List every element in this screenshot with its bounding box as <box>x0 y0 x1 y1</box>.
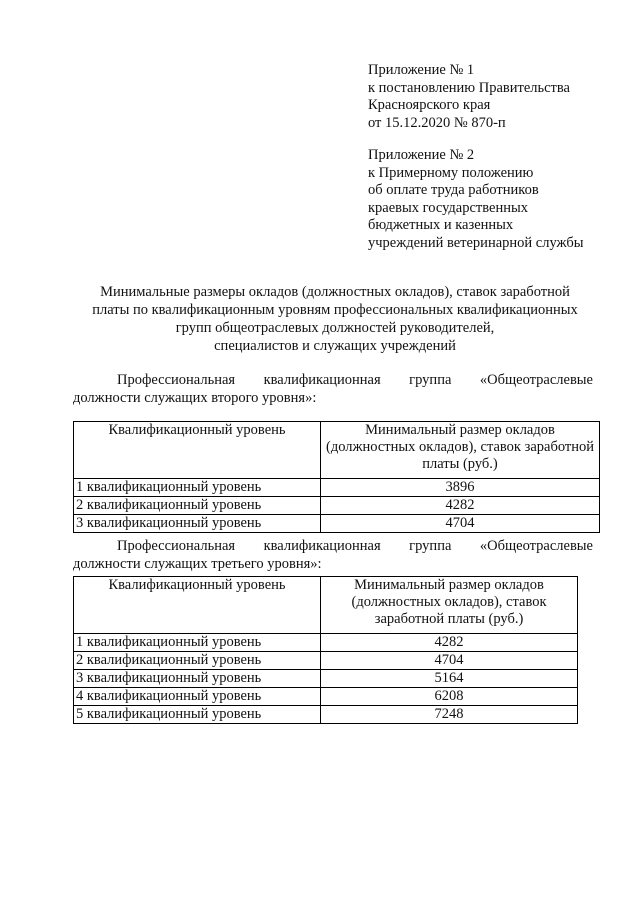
group-1-salary-table <box>73 421 600 533</box>
appendix-2-line: Приложение № 2 <box>368 147 475 163</box>
table-row <box>74 652 578 670</box>
level-cell: 1 квалификационный уровень <box>74 479 321 497</box>
level-cell: 3 квалификационный уровень <box>74 515 321 533</box>
table-row <box>74 706 578 724</box>
group-2-intro-first-line <box>73 538 593 556</box>
table-row <box>74 515 600 533</box>
appendix-2-line: к Примерному положению <box>368 164 534 181</box>
salary-cell: 4282 <box>321 634 578 652</box>
salary-cell: 4704 <box>321 652 578 670</box>
title-line: специалистов и служащих учреждений <box>214 338 456 354</box>
document-title <box>40 283 630 355</box>
group-2-intro-second-line: должности служащих третьего уровня»: <box>73 555 322 572</box>
group-2-intro <box>73 538 593 573</box>
group-2-salary-table <box>73 576 578 724</box>
level-cell: 1 квалификационный уровень <box>74 634 321 652</box>
intro-word: «Общеотраслевые <box>479 372 593 388</box>
intro-word: группа <box>409 372 452 388</box>
intro-word: группа <box>409 538 452 554</box>
header-level-cell: Квалификационный уровень <box>74 577 321 634</box>
appendix-1-line: Приложение № 1 <box>368 62 475 78</box>
salary-cell: 5164 <box>321 670 578 688</box>
group-1-intro-second-line: должности служащих второго уровня»: <box>73 389 317 406</box>
table-row <box>74 688 578 706</box>
appendix-1-line: от 15.12.2020 № 870-п <box>368 114 506 131</box>
intro-word: квалификационная <box>263 372 381 388</box>
title-line: платы по квалификационным уровням профессиональных квалификационных <box>92 302 578 318</box>
appendix-2-line: бюджетных и казенных <box>368 217 514 233</box>
table-row <box>74 497 600 515</box>
salary-cell: 4704 <box>321 515 600 533</box>
title-line: Минимальные размеры окладов (должностных окладов), ставок заработной <box>100 284 570 300</box>
header-salary-cell: Минимальный размер окладов (должностных окладов), ставок заработной платы (руб.) <box>321 577 578 634</box>
level-cell: 2 квалификационный уровень <box>74 497 321 515</box>
header-level-cell: Квалификационный уровень <box>74 422 321 479</box>
intro-word: квалификационная <box>263 538 381 554</box>
level-cell: 2 квалификационный уровень <box>74 652 321 670</box>
level-cell: 4 квалификационный уровень <box>74 688 321 706</box>
appendix-2-line: об оплате труда работников <box>368 182 539 198</box>
table-row <box>74 479 600 497</box>
appendix-1-line: к постановлению Правительства <box>368 79 570 96</box>
salary-cell: 3896 <box>321 479 600 497</box>
salary-cell: 7248 <box>321 706 578 724</box>
level-cell: 3 квалификационный уровень <box>74 670 321 688</box>
intro-word: «Общеотраслевые <box>479 538 593 554</box>
salary-cell: 4282 <box>321 497 600 515</box>
appendix-1-line: Красноярского края <box>368 97 491 113</box>
salary-cell: 6208 <box>321 688 578 706</box>
table-row <box>74 634 578 652</box>
header-salary-cell: Минимальный размер окладов (должностных окладов), ставок заработной платы (руб.) <box>321 422 600 479</box>
group-1-intro-first-line <box>73 372 593 390</box>
intro-word: Профессиональная <box>117 538 236 554</box>
table-header-row <box>74 422 600 479</box>
table-header-row <box>74 577 578 634</box>
appendix-1-block <box>368 62 570 132</box>
appendix-2-line: учреждений ветеринарной службы <box>368 234 584 251</box>
intro-word: Профессиональная <box>117 372 236 388</box>
appendix-2-block <box>368 147 583 252</box>
title-line: групп общеотраслевых должностей руководителей, <box>175 320 495 336</box>
table-row <box>74 670 578 688</box>
group-1-intro <box>73 372 593 407</box>
appendix-2-line: краевых государственных <box>368 199 528 216</box>
level-cell: 5 квалификационный уровень <box>74 706 321 724</box>
